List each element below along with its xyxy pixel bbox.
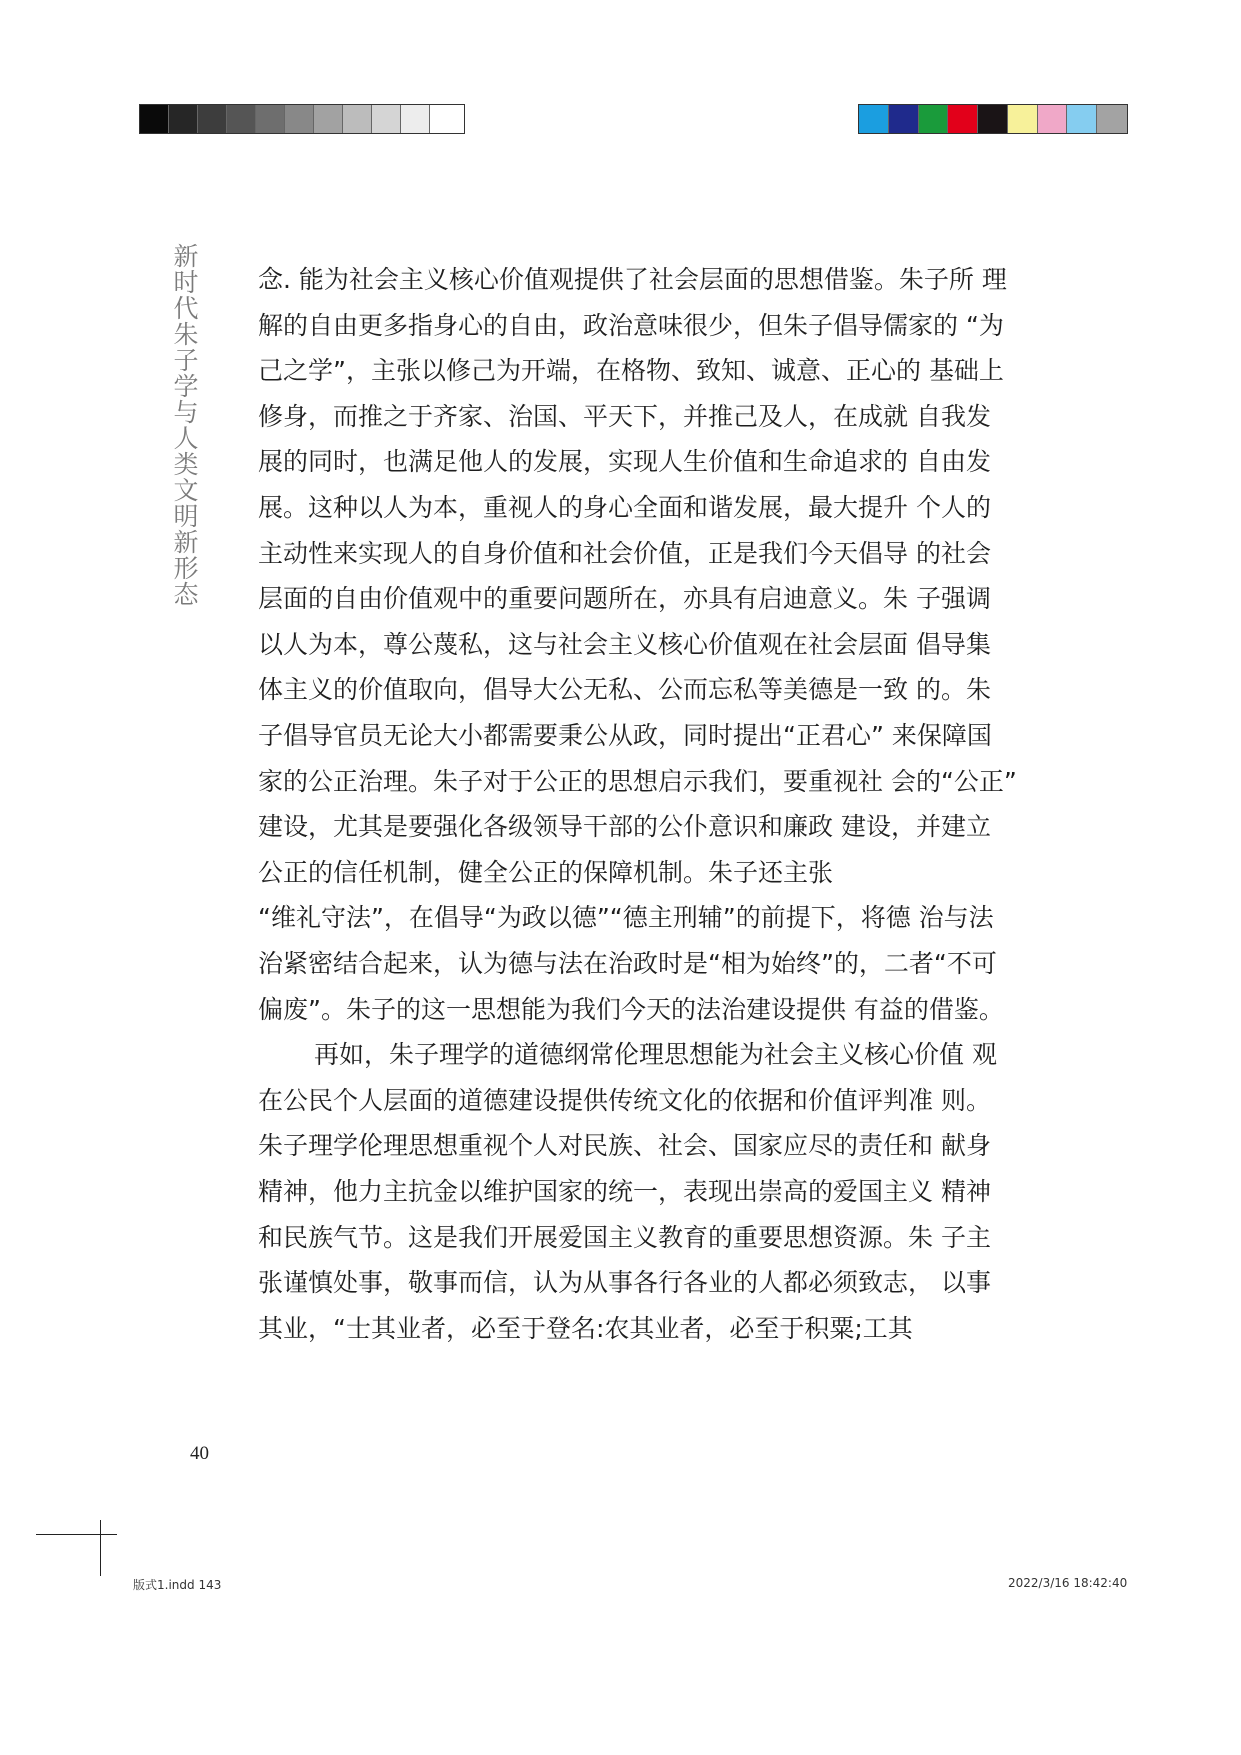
text-line: 层面的自由价值观中的重要问题所在，亦具有启迪意义。朱 子强调 xyxy=(258,584,991,614)
text-line: 展。这种以人为本，重视人的身心全面和谐发展，最大提升 个人的 xyxy=(258,493,991,522)
text-line: 主动性来实现人的自身价值和社会价值，正是我们今天倡导 的社会 xyxy=(258,538,991,568)
gray-swatch-8 xyxy=(343,105,372,133)
text-line: 再如，朱子理学的道德纲常伦理思想能为社会主义核心价值 观 xyxy=(314,1040,997,1070)
gray-swatch-9 xyxy=(372,105,401,133)
color-swatch-2 xyxy=(889,105,919,133)
running-book-title: 新时代朱子学与人类文明新形态 xyxy=(170,243,199,607)
text-line: 偏废”。朱子的这一思想能为我们今天的法治建设提供 有益的借鉴。 xyxy=(258,994,1004,1024)
color-swatch-5 xyxy=(978,105,1008,133)
crop-mark-vertical xyxy=(100,1520,101,1576)
crop-mark-horizontal xyxy=(36,1534,117,1535)
text-line: 念. 能为社会主义核心价值观提供了社会层面的思想借鉴。朱子所 理 xyxy=(258,265,1007,294)
text-line: 展的同时，也满足他人的发展，实现人生价值和生命追求的 自由发 xyxy=(258,447,991,477)
footer-file-label: 版式1.indd 143 xyxy=(133,1578,222,1592)
text-line: 张谨慎处事，敬事而信，认为从事各行各业的人都必须致志， 以事 xyxy=(258,1268,991,1298)
text-line: 修身，而推之于齐家、治国、平天下，并推己及人，在成就 自我发 xyxy=(258,401,991,431)
text-line: 建设，尤其是要强化各级领导干部的公仆意识和廉政 建设，并建立 xyxy=(258,812,991,842)
grayscale-calibration-bar xyxy=(139,104,465,134)
text-line: 己之学”，主张以修己为开端，在格物、致知、诚意、正心的 基础上 xyxy=(258,356,1004,386)
text-line: 其业，“士其业者，必至于登名:农其业者，必至于积粟;工其 xyxy=(258,1313,913,1343)
text-line: 以人为本，尊公蔑私，这与社会主义核心价值观在社会层面 倡导集 xyxy=(258,629,991,659)
text-line: 在公民个人层面的道德建设提供传统文化的依据和价值评判准 则。 xyxy=(258,1085,991,1115)
color-swatch-3 xyxy=(919,105,949,133)
text-line: 解的自由更多指身心的自由，政治意味很少，但朱子倡导儒家的 “为 xyxy=(258,310,1004,340)
page-number: 40 xyxy=(190,1443,209,1464)
text-line: 体主义的价值取向，倡导大公无私、公而忘私等美德是一致 的。朱 xyxy=(258,675,991,705)
color-swatch-6 xyxy=(1008,105,1038,133)
text-line: 精神，他力主抗金以维护国家的统一，表现出崇高的爱国主义 精神 xyxy=(258,1177,991,1206)
text-line: 治紧密结合起来，认为德与法在治政时是“相为始终”的，二者“不可 xyxy=(258,949,997,978)
color-swatch-9 xyxy=(1097,105,1127,133)
gray-swatch-7 xyxy=(314,105,343,133)
gray-swatch-10 xyxy=(401,105,430,133)
gray-swatch-6 xyxy=(285,105,314,133)
gray-swatch-3 xyxy=(198,105,227,133)
gray-swatch-4 xyxy=(227,105,256,133)
gray-swatch-2 xyxy=(169,105,198,133)
color-calibration-bar xyxy=(858,104,1128,134)
text-line: “维礼守法”，在倡导“为政以德”“德主刑辅”的前提下，将德 治与法 xyxy=(258,903,994,933)
text-line: 子倡导官员无论大小都需要秉公从政，同时提出“正君心” 来保障国 xyxy=(258,721,992,750)
color-swatch-7 xyxy=(1038,105,1068,133)
text-line: 家的公正治理。朱子对于公正的思想启示我们，要重视社 会的“公正” xyxy=(258,766,1017,796)
color-swatch-4 xyxy=(948,105,978,133)
gray-swatch-1 xyxy=(140,105,169,133)
text-line: 公正的信任机制，健全公正的保障机制。朱子还主张 xyxy=(258,857,834,887)
text-line: 和民族气节。这是我们开展爱国主义教育的重要思想资源。朱 子主 xyxy=(258,1222,991,1252)
gray-swatch-5 xyxy=(256,105,285,133)
text-line: 朱子理学伦理思想重视个人对民族、社会、国家应尽的责任和 献身 xyxy=(258,1131,991,1161)
color-swatch-8 xyxy=(1067,105,1097,133)
gray-swatch-11 xyxy=(430,105,459,133)
color-swatch-1 xyxy=(859,105,889,133)
footer-timestamp: 2022/3/16 18:42:40 xyxy=(1008,1576,1128,1590)
